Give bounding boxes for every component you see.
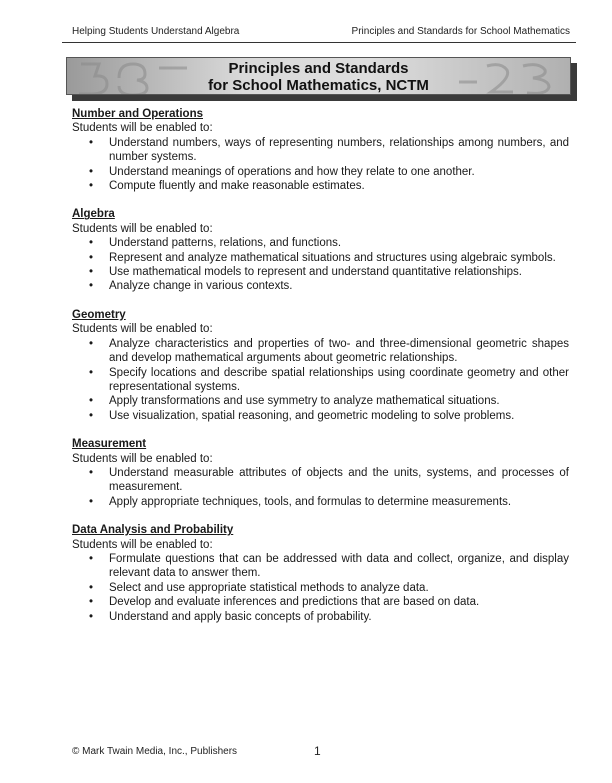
bullet-item — [72, 466, 569, 495]
running-header-right: Principles and Standards for School Mathematics — [351, 26, 570, 37]
bullet-icon: • — [89, 552, 94, 565]
section-heading: Measurement — [72, 438, 147, 451]
bullet-text: Apply transformations and use symmetry to analyze mathematical situations. — [109, 395, 500, 408]
bullet-icon: • — [89, 266, 94, 279]
bullet-icon: • — [89, 466, 94, 479]
bullet-icon: • — [89, 581, 94, 594]
bullet-text: Compute fluently and make reasonable estimates. — [109, 180, 365, 193]
bullet-list — [72, 236, 569, 294]
section-intro: Students will be enabled to: — [72, 222, 213, 235]
standard-section — [72, 523, 569, 624]
section-intro: Students will be enabled to: — [72, 538, 213, 551]
bullet-icon: • — [89, 280, 94, 293]
section-heading: Number and Operations — [72, 108, 203, 120]
page-title-line-2: for School Mathematics, NCTM — [208, 77, 429, 94]
bullet-text: Use visualization, spatial reasoning, and geometric modeling to solve problems. — [109, 409, 515, 422]
bullet-item — [72, 279, 569, 293]
section-heading: Data Analysis and Probability — [72, 524, 234, 537]
bullet-item — [72, 165, 569, 179]
page-title-line-1: Principles and Standards — [228, 60, 409, 77]
bullet-text: Apply appropriate techniques, tools, and formulas to determine measurements. — [109, 495, 512, 508]
bullet-item — [72, 179, 569, 193]
bullet-text: Analyze characteristics and properties of two- and three-dimensional geometric shapes and develop mathematical arguments about geometric relationships. — [109, 337, 569, 365]
bullet-item — [72, 337, 569, 366]
bullet-text: Understand meanings of operations and how they relate to one another. — [109, 165, 475, 178]
bullet-item — [72, 610, 569, 624]
bullet-icon: • — [89, 495, 94, 508]
bullet-icon: • — [89, 237, 94, 250]
bullet-text: Analyze change in various contexts. — [109, 280, 293, 293]
bullet-icon: • — [89, 596, 94, 609]
bullet-text: Understand numbers, ways of representing numbers, relationships among numbers, and number systems. — [109, 136, 569, 164]
section-heading: Algebra — [72, 208, 115, 221]
bullet-text: Understand patterns, relations, and functions. — [109, 237, 342, 250]
bullet-item — [72, 236, 569, 250]
standard-section — [72, 308, 569, 423]
running-header-left: Helping Students Understand Algebra — [72, 26, 240, 37]
bullet-list — [72, 337, 569, 423]
bullet-item — [72, 394, 569, 408]
bullet-text: Use mathematical models to represent and understand quantitative relationships. — [109, 266, 522, 279]
bullet-icon: • — [89, 610, 94, 623]
bullet-icon: • — [89, 409, 94, 422]
standard-section — [72, 207, 569, 293]
section-intro: Students will be enabled to: — [72, 323, 213, 336]
standards-content — [72, 107, 569, 638]
bullet-text: Specify locations and describe spatial relationships using coordinate geometry and other representational systems. — [109, 366, 569, 393]
bullet-item — [72, 366, 569, 395]
bullet-text: Formulate questions that can be addressed with data and collect, organize, and display relevant data to answer them. — [109, 552, 569, 580]
bullet-item — [72, 595, 569, 609]
bullet-text: Represent and analyze mathematical situations and structures using algebraic symbols. — [109, 251, 556, 264]
bullet-icon: • — [89, 366, 94, 379]
section-intro: Students will be enabled to: — [72, 122, 213, 135]
bullet-item — [72, 409, 569, 423]
banner-face — [66, 57, 571, 95]
title-banner — [66, 57, 571, 95]
bullet-item — [72, 265, 569, 279]
section-heading: Geometry — [72, 308, 126, 321]
bullet-text: Understand measurable attributes of objects and the units, systems, and processes of measurement. — [109, 466, 569, 494]
section-intro: Students will be enabled to: — [72, 452, 213, 465]
page-title — [67, 60, 570, 94]
bullet-item — [72, 251, 569, 265]
bullet-list — [72, 552, 569, 624]
bullet-list — [72, 136, 569, 194]
bullet-text: Understand and apply basic concepts of probability. — [109, 610, 372, 623]
bullet-text: Develop and evaluate inferences and predictions that are based on data. — [109, 596, 480, 609]
standard-section — [72, 437, 569, 509]
header-rule — [62, 42, 576, 43]
bullet-item — [72, 495, 569, 509]
bullet-item — [72, 136, 569, 165]
bullet-icon: • — [89, 180, 94, 193]
bullet-icon: • — [89, 136, 94, 149]
bullet-text: Select and use appropriate statistical methods to analyze data. — [109, 581, 429, 594]
bullet-list — [72, 466, 569, 509]
bullet-item — [72, 581, 569, 595]
bullet-icon: • — [89, 395, 94, 408]
bullet-icon: • — [89, 251, 94, 264]
bullet-icon: • — [89, 337, 94, 350]
standard-section — [72, 107, 569, 193]
footer-publisher: © Mark Twain Media, Inc., Publishers — [72, 746, 238, 757]
bullet-item — [72, 552, 569, 581]
bullet-icon: • — [89, 165, 94, 178]
page-number: 1 — [314, 744, 321, 758]
